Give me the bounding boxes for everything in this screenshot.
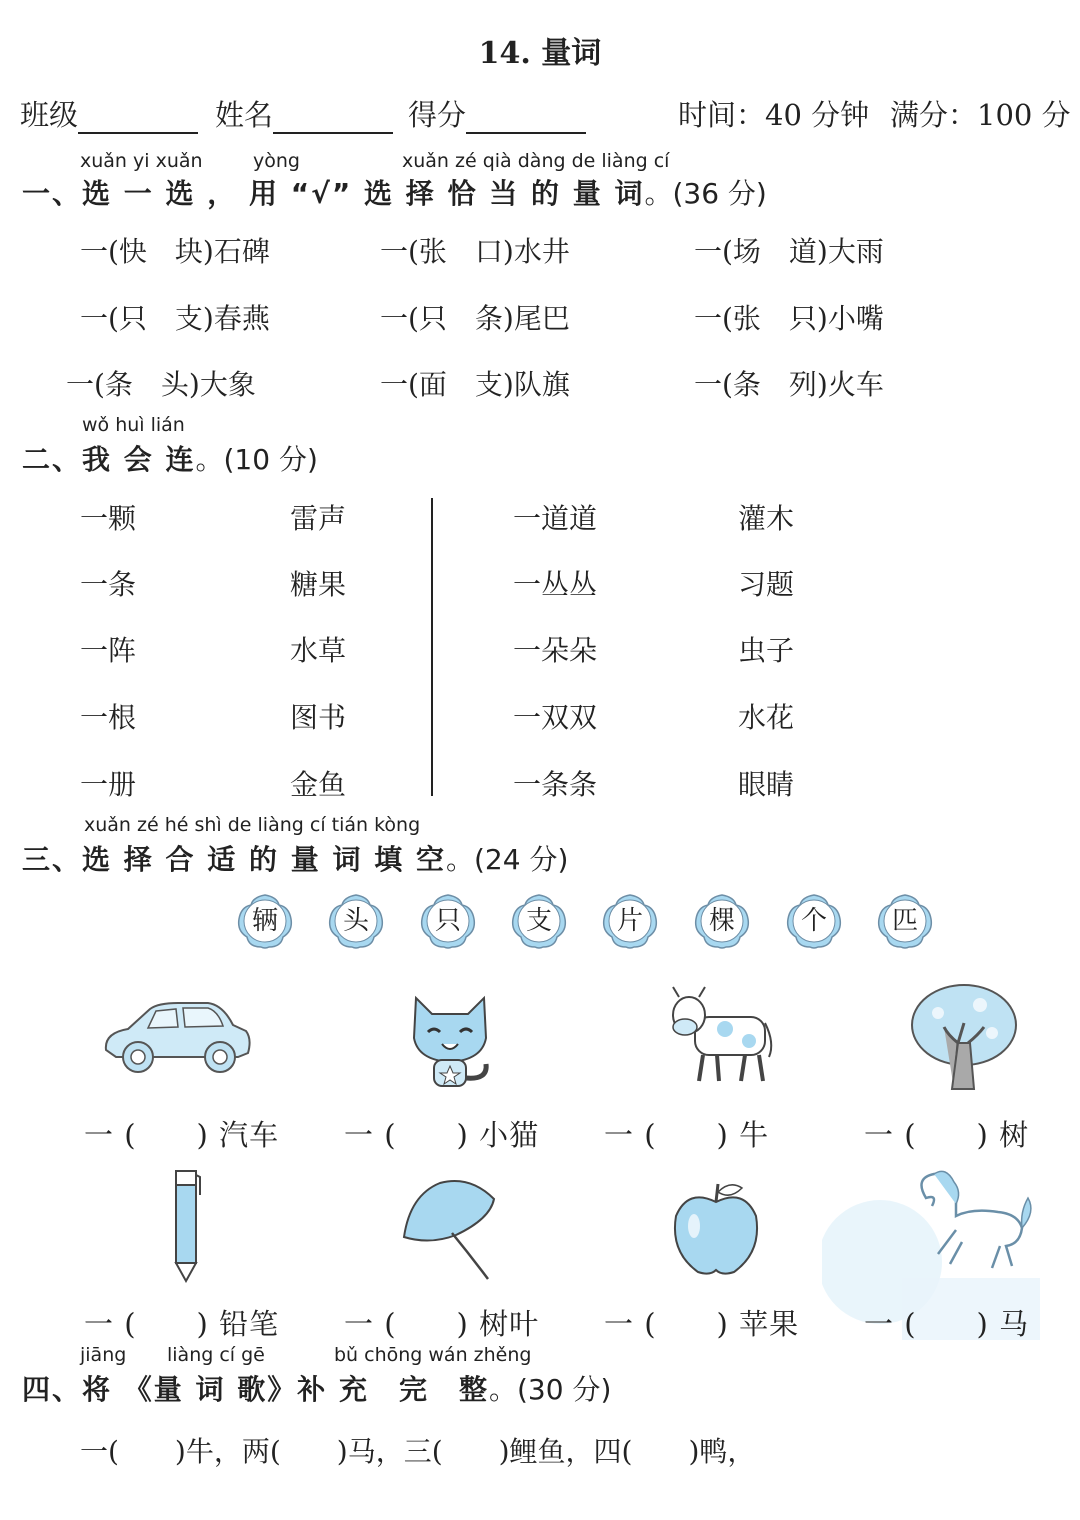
sec1-title: 一、选 一 选 ， 用 “√” 选 择 恰 当 的 量 词 (22, 177, 645, 210)
fill-item-cow[interactable]: 一 ( ) 牛 (604, 1118, 770, 1152)
match-left-word[interactable]: 一条 (80, 568, 137, 601)
chip-匹[interactable] (877, 893, 933, 949)
sec3-pinyin: xuǎn zé hé shì de liàng cí tián kòng (84, 814, 421, 836)
chip-棵[interactable] (694, 893, 750, 949)
match-left-target[interactable]: 糖果 (290, 568, 347, 601)
fill-item-pencil[interactable]: 一 ( ) 铅笔 (84, 1307, 280, 1341)
sec1-pinyin-c: xuǎn zé qià dàng de liàng cí (402, 150, 670, 172)
chip-label: 个 (800, 906, 827, 936)
choice-item[interactable]: 一(条 头)大象 (66, 368, 256, 401)
match-right-target[interactable]: 水花 (738, 701, 795, 734)
match-right-word[interactable]: 一双双 (513, 701, 598, 734)
name-blank[interactable] (273, 100, 393, 134)
time-text: 时间：40 分钟 (678, 98, 870, 132)
apple-icon (668, 1178, 764, 1278)
choice-item[interactable]: 一(只 条)尾巴 (380, 302, 570, 335)
chip-label: 辆 (251, 906, 278, 936)
sec3-score: 。(24 分) (446, 843, 569, 876)
page-title: 14. 量词 (478, 36, 602, 71)
cow-icon (665, 983, 777, 1085)
chip-label: 支 (525, 906, 552, 936)
name-label: 姓名 (215, 98, 274, 132)
sec4-heading (22, 1368, 611, 1408)
car-icon (98, 995, 253, 1080)
leaf-icon (400, 1175, 500, 1283)
match-left-word[interactable]: 一根 (80, 701, 137, 734)
chip-label: 片 (616, 906, 643, 936)
score-blank[interactable] (466, 100, 586, 134)
choice-item[interactable]: 一(面 支)队旗 (380, 368, 570, 401)
sec4-pinyin-a: jiāng (80, 1344, 127, 1366)
choice-item[interactable]: 一(条 列)火车 (694, 368, 884, 401)
class-label: 班级 (20, 98, 79, 132)
choice-item[interactable]: 一(场 道)大雨 (694, 235, 884, 268)
chip-只[interactable] (420, 893, 476, 949)
chip-label: 匹 (891, 906, 918, 936)
chip-片[interactable] (602, 893, 658, 949)
sec4-title: 四、将 《量 词 歌》补 充 完 整 (22, 1373, 489, 1406)
choice-item[interactable]: 一(只 支)春燕 (80, 302, 270, 335)
chip-label: 棵 (708, 906, 735, 936)
sec2-heading (22, 438, 318, 478)
match-right-word[interactable]: 一条条 (513, 768, 598, 801)
class-field[interactable] (20, 93, 198, 134)
fill-item-tree[interactable]: 一 ( ) 树 (864, 1118, 1030, 1152)
fill-item-cat[interactable]: 一 ( ) 小猫 (344, 1118, 540, 1152)
tree-icon (908, 983, 1020, 1093)
chip-头[interactable] (328, 893, 384, 949)
class-blank[interactable] (78, 100, 198, 134)
sec1-pinyin-b: yòng (253, 150, 300, 172)
sec1-heading (22, 172, 767, 212)
sec4-pinyin-b: liàng cí gē (167, 1344, 265, 1366)
match-right-target[interactable]: 灌木 (738, 502, 795, 535)
song-line[interactable]: 一( )牛，两( )马，三( )鲤鱼，四( )鸭， (80, 1435, 756, 1468)
score-label: 得分 (408, 98, 467, 132)
sec2-score: 。(10 分) (195, 443, 318, 476)
match-left-word[interactable]: 一册 (80, 768, 137, 801)
match-left-word[interactable]: 一颗 (80, 502, 137, 535)
sec3-heading (22, 838, 568, 878)
score-field[interactable] (408, 93, 586, 134)
match-right-target[interactable]: 眼睛 (738, 768, 795, 801)
fill-item-leaf[interactable]: 一 ( ) 树叶 (344, 1307, 540, 1341)
chip-辆[interactable] (237, 893, 293, 949)
pencil-icon (168, 1165, 204, 1283)
match-left-target[interactable]: 图书 (290, 701, 347, 734)
chip-个[interactable] (786, 893, 842, 949)
sec2-pinyin: wǒ huì lián (82, 414, 185, 436)
sec2-title: 二、我 会 连 (22, 443, 196, 476)
sec4-pinyin-c: bǔ chōng wán zhěng (334, 1344, 532, 1366)
chip-支[interactable] (511, 893, 567, 949)
sec1-score: 。(36 分) (644, 177, 767, 210)
divider-line (431, 498, 433, 796)
chip-label: 头 (342, 906, 369, 936)
fill-item-apple[interactable]: 一 ( ) 苹果 (604, 1307, 800, 1341)
match-left-target[interactable]: 雷声 (290, 502, 347, 535)
match-right-word[interactable]: 一丛丛 (513, 568, 598, 601)
match-left-target[interactable]: 水草 (290, 634, 347, 667)
match-right-target[interactable]: 习题 (738, 568, 795, 601)
cat-icon (402, 988, 498, 1093)
choice-item[interactable]: 一(张 只)小嘴 (694, 302, 884, 335)
fill-item-horse[interactable]: 一 ( ) 马 (864, 1307, 1030, 1341)
match-left-word[interactable]: 一阵 (80, 634, 137, 667)
match-left-target[interactable]: 金鱼 (290, 768, 347, 801)
name-field[interactable] (215, 93, 393, 134)
full-score-text: 满分：100 分 (890, 98, 1071, 132)
fill-item-car[interactable]: 一 ( ) 汽车 (84, 1118, 280, 1152)
match-right-word[interactable]: 一道道 (513, 502, 598, 535)
sec1-pinyin-a: xuǎn yi xuǎn (80, 150, 203, 172)
choice-item[interactable]: 一(张 口)水井 (380, 235, 570, 268)
match-right-word[interactable]: 一朵朵 (513, 634, 598, 667)
match-right-target[interactable]: 虫子 (738, 634, 795, 667)
choice-item[interactable]: 一(快 块)石碑 (80, 235, 270, 268)
sec4-score: 。(30 分) (489, 1373, 612, 1406)
sec3-title: 三、选 择 合 适 的 量 词 填 空 (22, 843, 446, 876)
chip-label: 只 (434, 906, 461, 936)
